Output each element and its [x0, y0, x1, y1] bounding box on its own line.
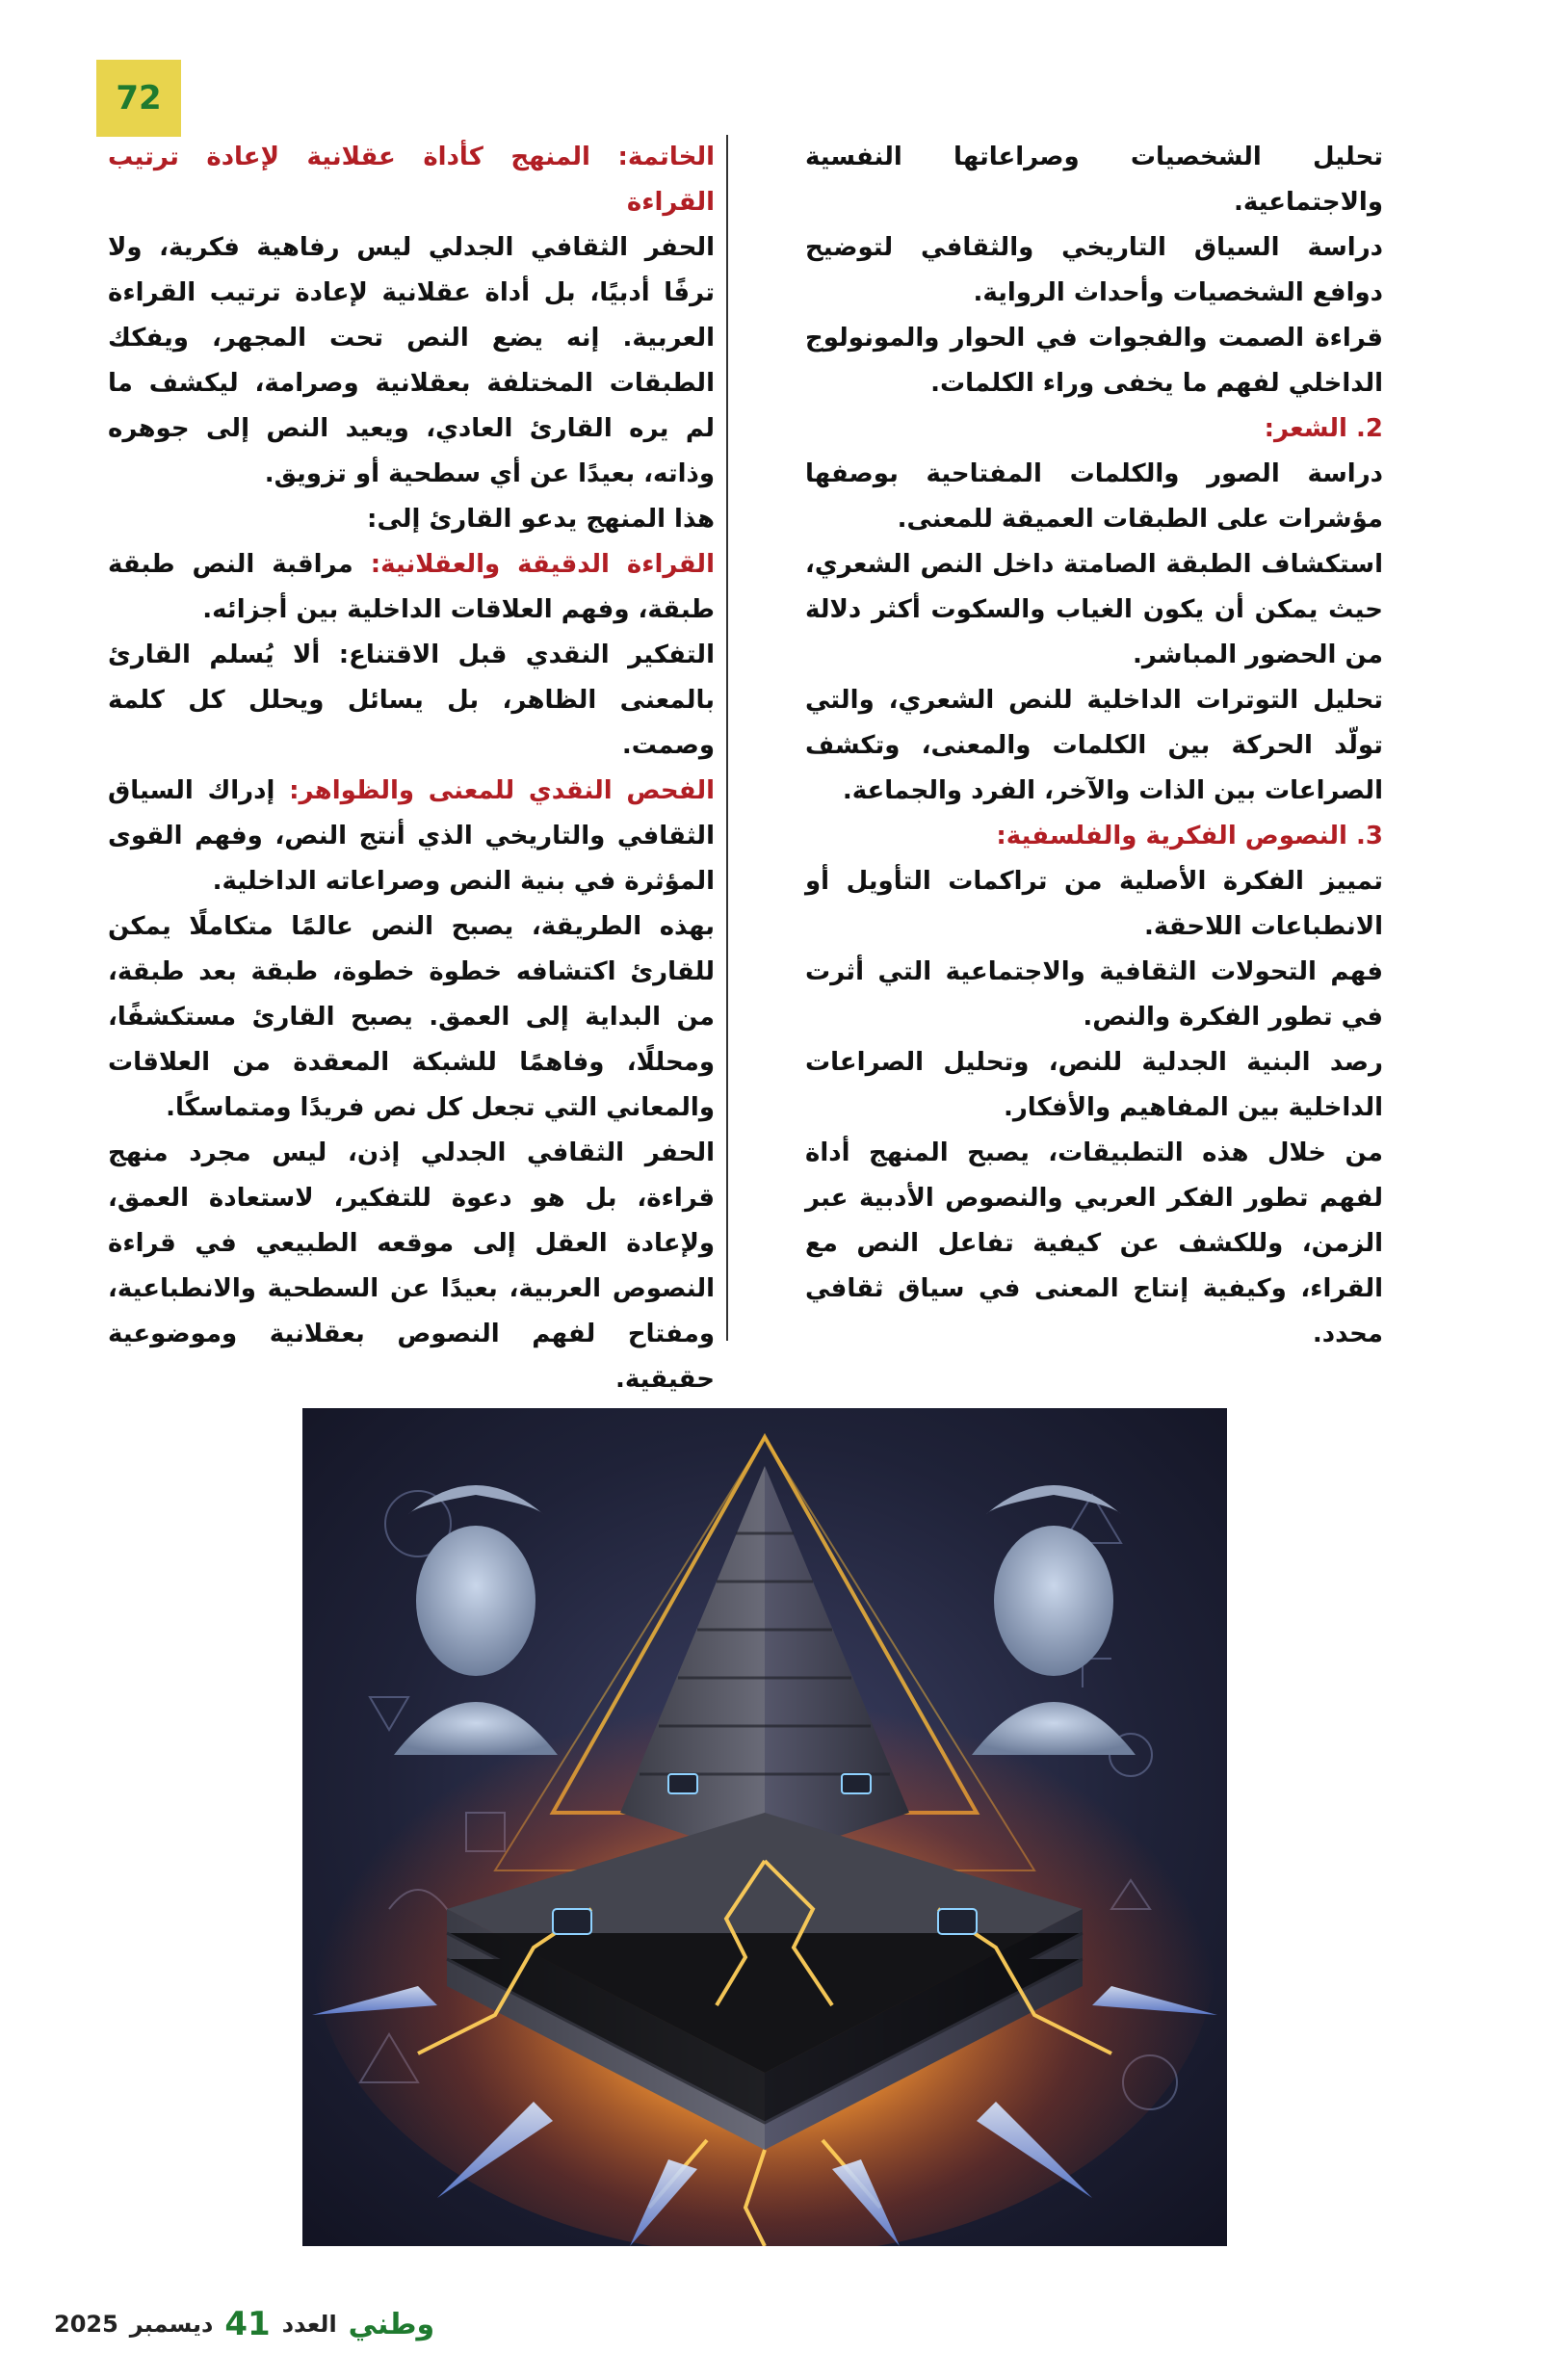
footer-year: 2025: [54, 2311, 118, 2338]
paragraph: دراسة الصور والكلمات المفتاحية بوصفها مؤشرات على الطبقات العميقة للمعنى.: [805, 459, 1383, 534]
footer: [54, 2300, 434, 2348]
footer-month: ديسمبر: [129, 2311, 214, 2338]
paragraph: تحليل الشخصيات وصراعاتها النفسية والاجتماعية.: [805, 143, 1383, 217]
left-column: [108, 135, 715, 1402]
paragraph: بهذه الطريقة، يصبح النص عالمًا متكاملًا يمكن للقارئ اكتشافه خطوة خطوة، طبقة بعد طبقة، من البداية إلى العمق. يصبح القارئ مستكشفًا، ومحللًا، وفاهمًا للشبكة المعقدة من العلاقات والمعاني التي تجعل كل نص فريدًا ومتماسكًا.: [108, 912, 715, 1122]
column-divider: [726, 135, 728, 1341]
list-item-text: إدراك السياق الثقافي والتاريخي الذي أنتج النص، وفهم القوى المؤثرة في بنية النص وصراعاته الداخلية.: [108, 776, 715, 896]
page-number: 72: [96, 60, 181, 137]
right-column: [805, 135, 1383, 1357]
paragraph: الحفر الثقافي الجدلي ليس رفاهية فكرية، ولا ترفًا أدبيًا، بل أداة عقلانية لإعادة ترتيب القراءة العربية. إنه يضع النص تحت المجهر، ويفكك الطبقات المختلفة بعقلانية وصرامة، ليكشف ما لم يره القارئ العادي، ويعيد النص إلى جوهره وذاته، بعيدًا عن أي سطحية أو تزويق.: [108, 233, 715, 488]
paragraph: الحفر الثقافي الجدلي إذن، ليس مجرد منهج قراءة، بل هو دعوة للتفكير، لاستعادة العمق، ولإعادة العقل إلى موقعه الطبيعي في قراءة النصوص العربية، بعيدًا عن السطحية والانطباعية، ومفتاح لفهم النصوص بعقلانية وموضوعية حقيقية.: [108, 1138, 715, 1394]
paragraph: رصد البنية الجدلية للنص، وتحليل الصراعات الداخلية بين المفاهيم والأفكار.: [805, 1048, 1383, 1122]
list-item-label: القراءة الدقيقة والعقلانية:: [370, 550, 715, 579]
paragraph: دراسة السياق التاريخي والثقافي لتوضيح دوافع الشخصيات وأحداث الرواية.: [805, 233, 1383, 307]
footer-issue-number: 41: [224, 2305, 271, 2343]
list-item-text: مراقبة النص طبقة طبقة، وفهم العلاقات الداخلية بين أجزائه.: [108, 550, 715, 624]
paragraph: من خلال هذه التطبيقات، يصبح المنهج أداة لفهم تطور الفكر العربي والنصوص الأدبية عبر الزمن، وللكشف عن كيفية تفاعل النص مع القراء، وكيفية إنتاج المعنى في سياق ثقافي محدد.: [805, 1138, 1383, 1348]
list-item: [108, 769, 715, 904]
pyramid-illustration: [302, 1408, 1227, 2246]
section-heading-poetry: 2. الشعر:: [1264, 414, 1383, 443]
illustration-artwork: [302, 1408, 1227, 2246]
footer-issue-label: العدد: [281, 2311, 337, 2338]
list-item: [108, 542, 715, 633]
list-item-label: الفحص النقدي للمعنى والظواهر:: [289, 776, 715, 805]
paragraph: هذا المنهج يدعو القارئ إلى:: [367, 505, 715, 534]
paragraph: استكشاف الطبقة الصامتة داخل النص الشعري، حيث يمكن أن يكون الغياب والسكوت أكثر دلالة من الحضور المباشر.: [805, 550, 1383, 669]
paragraph: تحليل التوترات الداخلية للنص الشعري، والتي تولّد الحركة بين الكلمات والمعنى، وتكشف الصراعات بين الذات والآخر، الفرد والجماعة.: [805, 686, 1383, 805]
paragraph: تمييز الفكرة الأصلية من تراكمات التأويل أو الانطباعات اللاحقة.: [805, 867, 1383, 941]
footer-magazine-name: وطني: [348, 2307, 435, 2341]
paragraph: قراءة الصمت والفجوات في الحوار والمونولوج الداخلي لفهم ما يخفى وراء الكلمات.: [805, 324, 1383, 398]
list-item: التفكير النقدي قبل الاقتناع: ألا يُسلم القارئ بالمعنى الظاهر، بل يسائل ويحلل كل كلمة وصمت.: [108, 641, 715, 760]
conclusion-heading: الخاتمة: المنهج كأداة عقلانية لإعادة ترتيب القراءة: [108, 143, 715, 217]
section-heading-philosophy: 3. النصوص الفكرية والفلسفية:: [996, 822, 1383, 850]
paragraph: فهم التحولات الثقافية والاجتماعية التي أثرت في تطور الفكرة والنص.: [805, 957, 1383, 1032]
